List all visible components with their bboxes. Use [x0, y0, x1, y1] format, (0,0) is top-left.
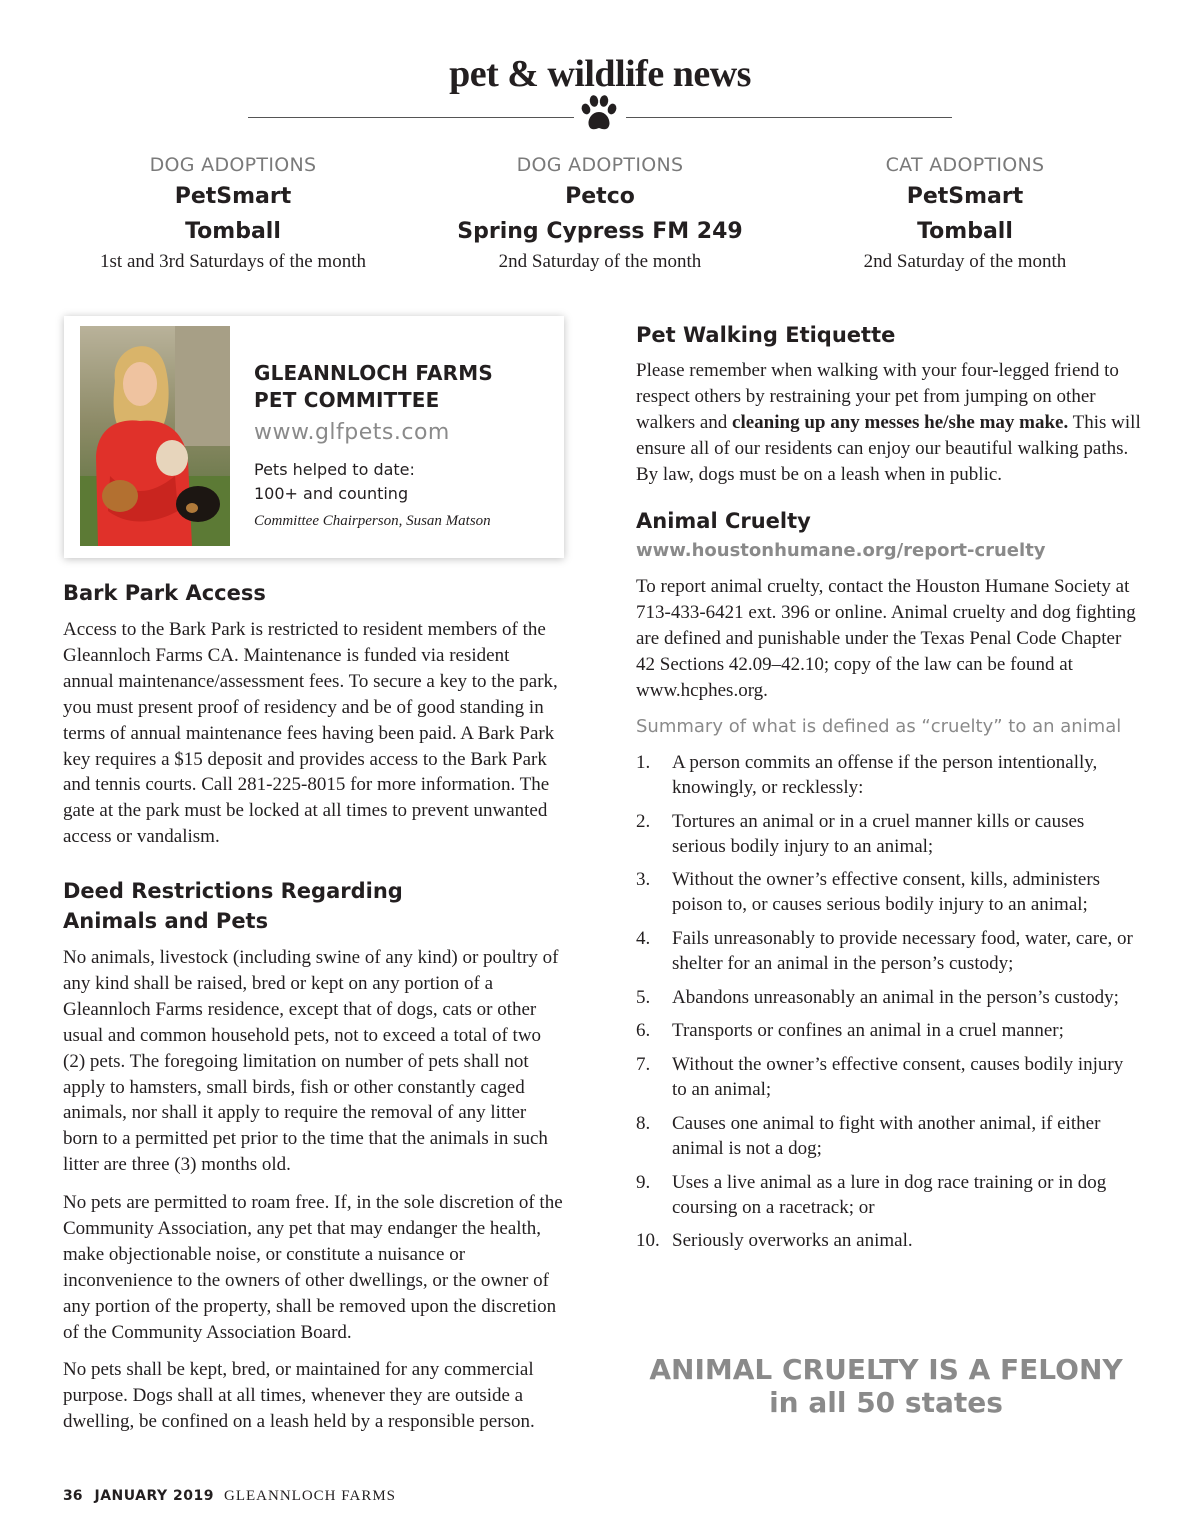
- deed-heading-line1: Deed Restrictions Regarding: [63, 879, 403, 903]
- list-item-number: 7.: [636, 1054, 651, 1076]
- committee-title: [254, 360, 493, 414]
- walking-text-end: This will ensure all of our residents can enjoy our beautiful walking paths. By law, dogs must be on a leash when in public.: [636, 411, 1141, 485]
- list-item-number: 10.: [636, 1230, 660, 1252]
- committee-title-line2: PET COMMITTEE: [254, 388, 440, 412]
- paw-print-icon: [578, 94, 620, 134]
- issue-date: JANUARY 2019: [94, 1488, 215, 1504]
- adoption-schedule: 1st and 3rd Saturdays of the month: [100, 251, 366, 272]
- list-item-text: Causes one animal to fight with another animal, if either animal is not a dog;: [672, 1112, 1101, 1159]
- list-item-number: 5.: [636, 986, 651, 1008]
- committee-chairperson: Committee Chairperson, Susan Matson: [254, 513, 491, 529]
- cruelty-summary-subheading: Summary of what is defined as “cruelty” to an animal: [636, 716, 1122, 737]
- list-item: [636, 1052, 1141, 1102]
- bark-park-text: Access to the Bark Park is restricted to resident members of the Gleannloch Farms CA. Maintenance is funded via resident annual maintenance/assessment fees. To secure a key to the park, you must present proof of residency and be of good standing in terms of annual maintenance fees having been paid. A Bark Park key requires a $15 deposit and provides access to the Bark Park and tennis courts. Call 281-225-8015 for more information. The gate at the park must be locked at all times to prevent unwanted access or vandalism.: [63, 619, 558, 848]
- list-item: [636, 1018, 1141, 1043]
- committee-website-link[interactable]: www.glfpets.com: [254, 420, 450, 445]
- list-item-number: 8.: [636, 1112, 651, 1134]
- deed-paragraph-3: No pets shall be kept, bred, or maintained for any commercial purpose. Dogs shall at all times, whenever they are outside a dwelling, be confined on a leash held by a responsible person.: [63, 1359, 535, 1432]
- list-item: [636, 867, 1141, 917]
- felony-callout-line2: in all 50 states: [769, 1386, 1003, 1419]
- deed-paragraph-2: No pets are permitted to roam free. If, in the sole discretion of the Community Association, any pet that may endanger the health, make objectionable noise, or constitute a nuisance or inconvenience to the owners of other dwellings, or the owner of any portion of the property, shall be removed upon the discretion of the Community Association Board.: [63, 1192, 563, 1343]
- pets-helped-count: [254, 458, 415, 506]
- deed-paragraph-1: No animals, livestock (including swine of any kind) or poultry of any kind shall be raised, bred or kept on any portion of a Gleannloch Farms residence, except that of dogs, cats or other usual and common household pets, not to exceed a total of two (2) pets. The foregoing limitation on number of pets shall not apply to hamsters, small birds, fish or other constantly caged animals, nor shall it apply to require the removal of any litter born to a permitted pet prior to the time that the animals in such litter are three (3) months old.: [63, 947, 559, 1176]
- list-item-number: 1.: [636, 752, 651, 773]
- list-item-number: 2.: [636, 810, 651, 832]
- committee-title-line1: GLEANNLOCH FARMS: [254, 361, 493, 385]
- adoption-event-2: [410, 150, 790, 274]
- animal-cruelty-heading: Animal Cruelty: [636, 509, 811, 533]
- adoption-category: DOG ADOPTIONS: [516, 154, 684, 176]
- header-divider-right: [626, 117, 952, 118]
- list-item: [636, 1111, 1141, 1161]
- pet-walking-heading: Pet Walking Etiquette: [636, 323, 896, 347]
- list-item: [636, 1228, 1141, 1253]
- felony-callout-line1: ANIMAL CRUELTY IS A FELONY: [649, 1353, 1123, 1386]
- list-item-number: 3.: [636, 869, 651, 891]
- list-item-text: Without the owner’s effective consent, causes bodily injury to an animal;: [672, 1054, 1124, 1101]
- list-item-number: 6.: [636, 1020, 651, 1042]
- publication-name: GLEANNLOCH FARMS: [224, 1488, 396, 1504]
- adoption-store: PetSmart: [174, 184, 292, 209]
- adoption-category: CAT ADOPTIONS: [885, 154, 1045, 176]
- list-item-number: 9.: [636, 1171, 651, 1193]
- animal-cruelty-text: To report animal cruelty, contact the Houston Humane Society at 713-433-6421 ext. 396 or online. Animal cruelty and dog fighting are defined and punishable under the Texas Penal Code Chapter 42 Sections 42.09–42.10; copy of the law can be found at www.hcphes.org.: [636, 576, 1136, 701]
- adoption-schedule: 2nd Saturday of the month: [498, 251, 702, 272]
- list-item-text: Without the owner’s effective consent, kills, administers poison to, or causes serious bodily injury to an animal;: [672, 869, 1101, 916]
- list-item: [636, 985, 1141, 1010]
- adoption-schedule: 2nd Saturday of the month: [863, 251, 1067, 272]
- list-item-text: Tortures an animal or in a cruel manner kills or causes serious bodily injury to an animal;: [672, 810, 1085, 857]
- list-item: [636, 750, 1141, 800]
- felony-callout: [636, 1353, 1136, 1419]
- adoption-category: DOG ADOPTIONS: [149, 154, 317, 176]
- list-item-text: Fails unreasonably to provide necessary food, water, care, or shelter for an animal in the person’s custody;: [672, 928, 1133, 975]
- list-item: [636, 1170, 1141, 1220]
- list-item-text: Abandons unreasonably an animal in the person’s custody;: [672, 986, 1119, 1008]
- chairperson-photo: [80, 326, 230, 546]
- pet-committee-card: [64, 316, 564, 558]
- walking-text-emphasis: cleaning up any messes he/she may make.: [732, 411, 1069, 433]
- list-item-text: Uses a live animal as a lure in dog race training or in dog coursing on a racetrack; or: [672, 1171, 1107, 1218]
- deed-restrictions-heading: [63, 876, 563, 936]
- pet-walking-text: [636, 358, 1141, 488]
- bark-park-heading: Bark Park Access: [63, 581, 266, 605]
- report-cruelty-link[interactable]: www.houstonhumane.org/report-cruelty: [636, 540, 1046, 561]
- list-item: [636, 809, 1141, 859]
- pets-helped-value: 100+ and counting: [254, 484, 409, 503]
- adoption-event-3: [775, 150, 1155, 274]
- page-section-title: pet & wildlife news: [449, 53, 751, 95]
- list-item-text: Transports or confines an animal in a cruel manner;: [672, 1020, 1064, 1042]
- page-number: 36: [63, 1488, 83, 1504]
- cruelty-definition-list: [636, 750, 1141, 1262]
- list-item-text: A person commits an offense if the person intentionally, knowingly, or recklessly:: [672, 752, 1098, 798]
- deed-heading-line2: Animals and Pets: [63, 909, 269, 933]
- list-item-text: Seriously overworks an animal.: [672, 1230, 913, 1252]
- pets-helped-label: Pets helped to date:: [254, 460, 415, 479]
- header-divider-left: [248, 117, 574, 118]
- page-footer: [63, 1488, 396, 1505]
- adoption-location: Spring Cypress FM 249: [457, 219, 743, 244]
- adoption-location: Tomball: [917, 219, 1013, 244]
- list-item: [636, 926, 1141, 976]
- adoption-store: PetSmart: [906, 184, 1024, 209]
- list-item-number: 4.: [636, 928, 651, 950]
- walking-text-start: Please remember when walking with your four-legged friend to respect others by restraining your pet from jumping on other walkers and: [636, 360, 1119, 433]
- adoption-store: Petco: [565, 184, 635, 209]
- adoption-location: Tomball: [185, 219, 281, 244]
- adoption-event-1: [43, 150, 423, 274]
